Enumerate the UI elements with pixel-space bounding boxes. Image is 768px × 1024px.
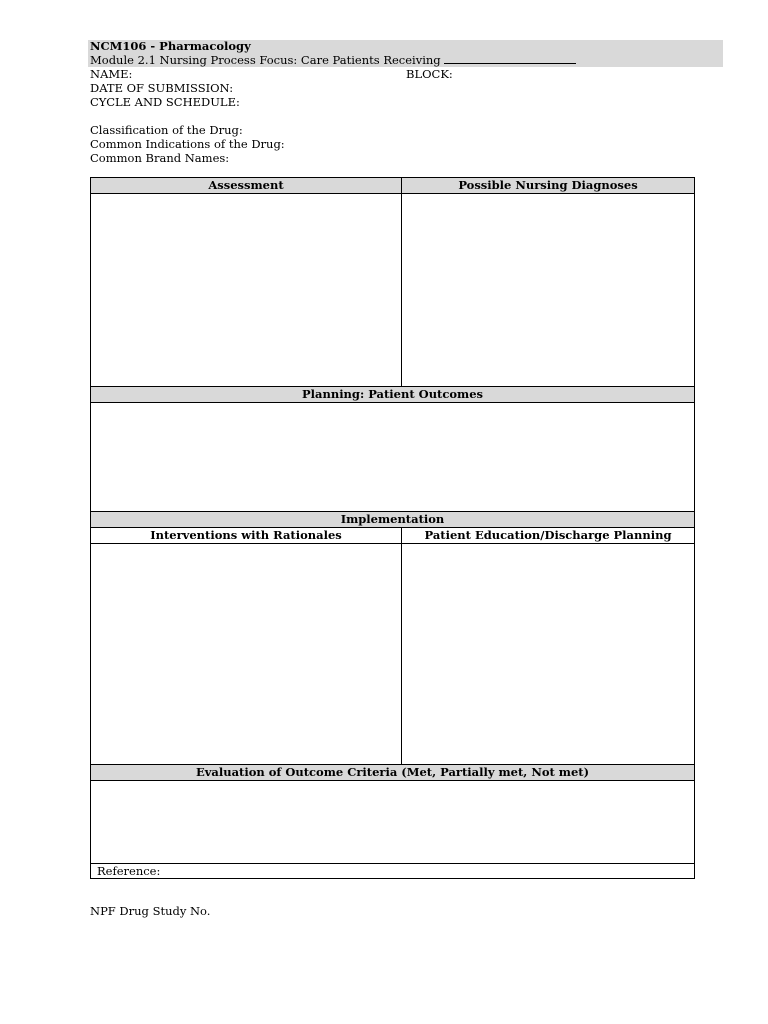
nursing-diagnoses-cell[interactable] — [401, 194, 694, 386]
drug-name-blank[interactable] — [444, 53, 576, 64]
reference-row — [91, 863, 694, 878]
reference-label: Reference: — [97, 864, 161, 878]
brand-names-label: Common Brand Names: — [90, 151, 230, 165]
interventions-cell[interactable] — [91, 544, 401, 764]
drug-study-number-label: NPF Drug Study No. — [90, 904, 211, 918]
module-line — [90, 53, 576, 67]
evaluation-header: Evaluation of Outcome Criteria (Met, Partially met, Not met) — [91, 765, 694, 780]
evaluation-cell[interactable] — [91, 781, 694, 863]
nursing-process-table — [90, 177, 695, 879]
nursing-diagnoses-header: Possible Nursing Diagnoses — [401, 178, 694, 193]
planning-header: Planning: Patient Outcomes — [91, 387, 694, 402]
assessment-header-row — [91, 178, 694, 193]
assessment-body-row — [91, 193, 694, 386]
planning-cell[interactable] — [91, 403, 694, 511]
planning-header-row — [91, 386, 694, 402]
evaluation-header-row — [91, 764, 694, 780]
implementation-header-row — [91, 511, 694, 527]
assessment-header: Assessment — [91, 178, 401, 193]
interventions-header: Interventions with Rationales — [91, 528, 401, 543]
assessment-cell[interactable] — [91, 194, 401, 386]
classification-label: Classification of the Drug: — [90, 123, 243, 137]
indications-label: Common Indications of the Drug: — [90, 137, 285, 151]
patient-education-header: Patient Education/Discharge Planning — [401, 528, 694, 543]
course-title: NCM106 - Pharmacology — [90, 39, 251, 53]
implementation-header: Implementation — [91, 512, 694, 527]
cycle-schedule-label: CYCLE AND SCHEDULE: — [90, 95, 240, 109]
patient-education-cell[interactable] — [401, 544, 694, 764]
block-label: BLOCK: — [406, 67, 453, 81]
interventions-header-row — [91, 527, 694, 543]
module-line-text: Module 2.1 Nursing Process Focus: Care Patients Receiving — [90, 53, 441, 67]
date-of-submission-label: DATE OF SUBMISSION: — [90, 81, 234, 95]
name-label: NAME: — [90, 67, 133, 81]
evaluation-body-row — [91, 780, 694, 863]
implementation-body-row — [91, 543, 694, 764]
planning-body-row — [91, 402, 694, 511]
